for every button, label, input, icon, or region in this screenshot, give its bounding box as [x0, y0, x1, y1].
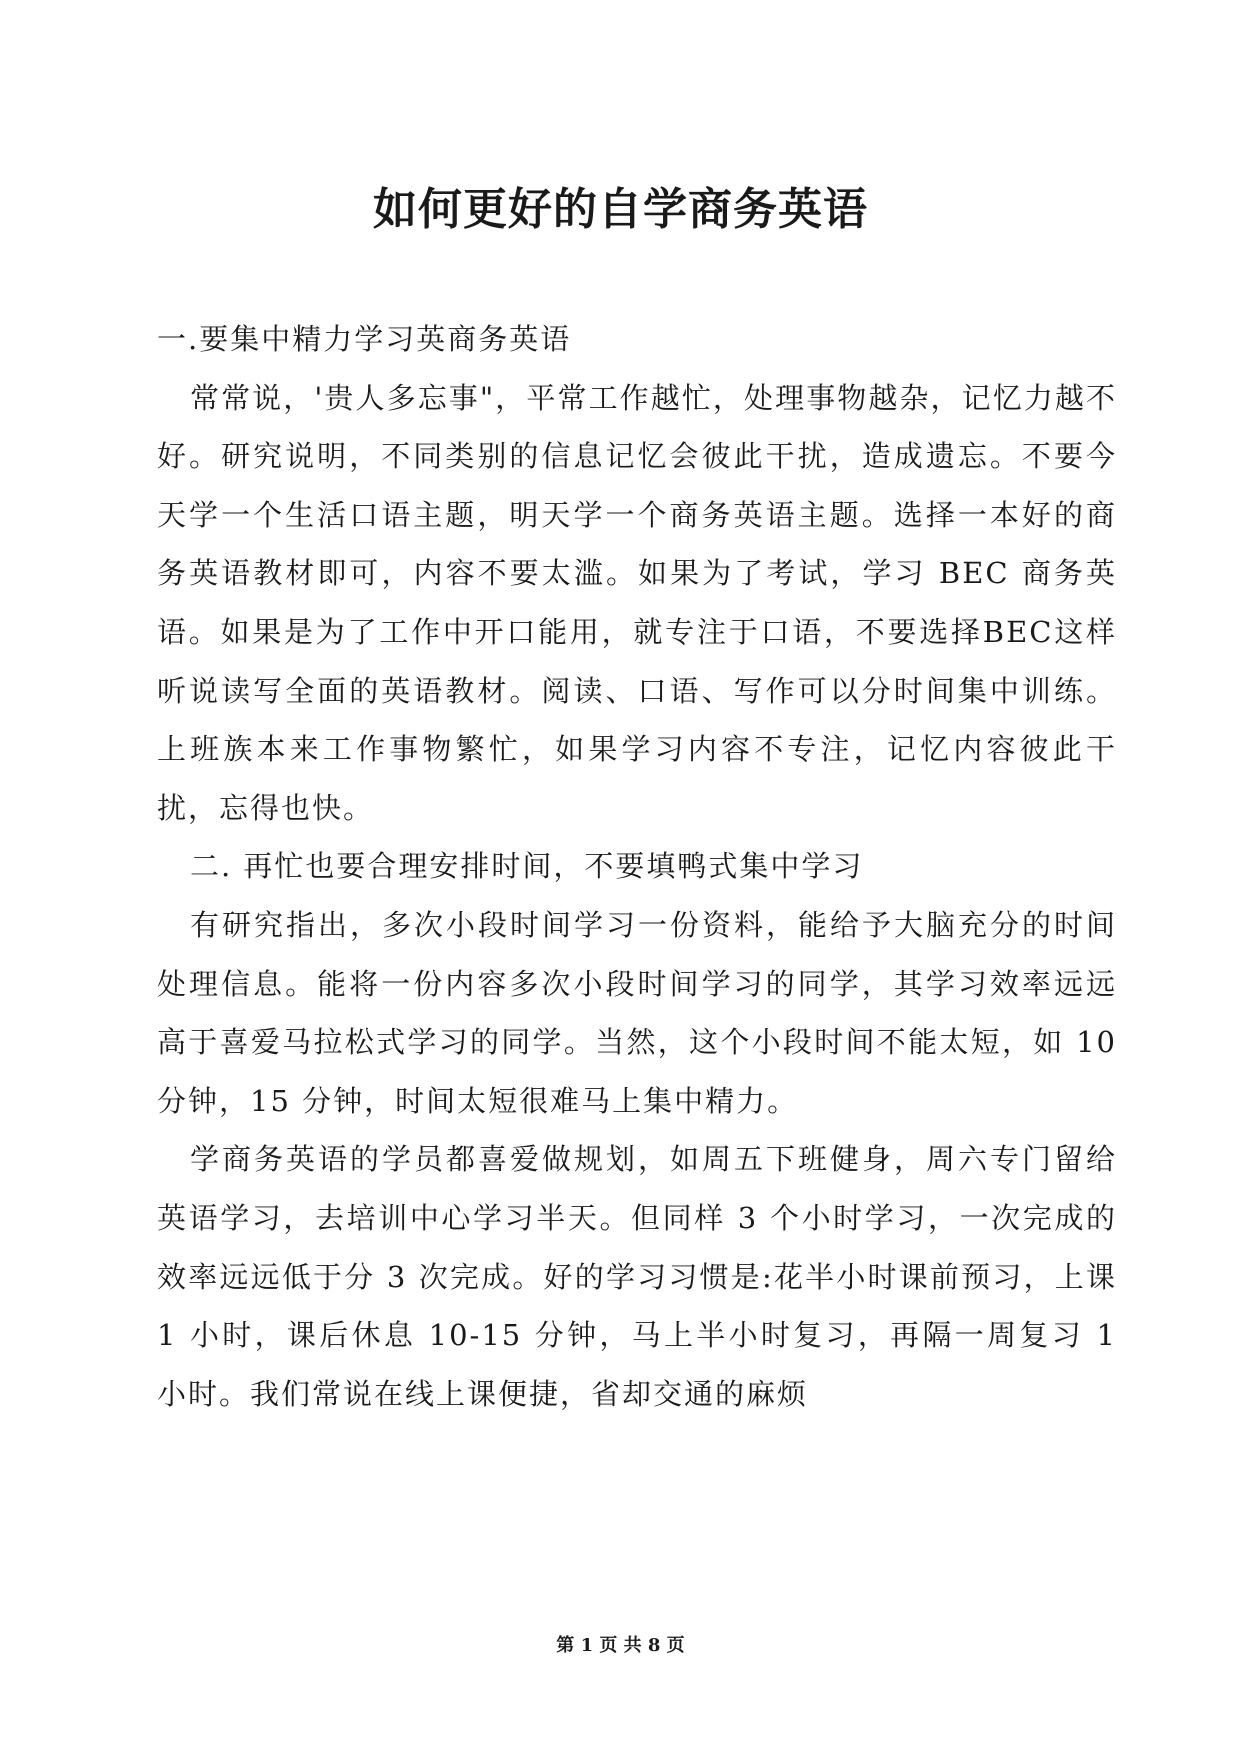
section-heading-2: 二. 再忙也要合理安排时间，不要填鸭式集中学习 [190, 849, 864, 884]
section-heading-1: 一.要集中精力学习英商务英语 [157, 322, 572, 356]
paragraph-1: 常常说，'贵人多忘事"，平常工作越忙，处理事物越杂，记忆力越不好。研究说明，不同类别的信息记忆会彼此干扰，造成遗忘。不要今天学一个生活口语主题，明天学一个商务英语主题。选择一本好的商务英语教材即可，内容不要太滥。如果为了考试，学习 BEC 商务英语。如果是为了工作中开口能用，就专注于口语，不要选择BEC这样听说读写全面的英语教材。阅读、口语、写作可以分时间集中训练。上班族本来工作事物繁忙，如果学习内容不专注，记忆内容彼此干扰，忘得也快。 [157, 380, 1117, 825]
page-footer: 第 1 页 共 8 页 [556, 1635, 685, 1656]
document-body [157, 310, 1117, 1423]
document-title: 如何更好的自学商务英语 [373, 184, 868, 235]
paragraph-3: 学商务英语的学员都喜爱做规划，如周五下班健身，周六专门留给英语学习，去培训中心学习半天。但同样 3 个小时学习，一次完成的效率远远低于分 3 次完成。好的学习习惯是:花半小时课前预习，上课 1 小时，课后休息 10-15 分钟，马上半小时复习，再隔一周复习 1 小时。我们常说在线上课便捷，省却交通的麻烦 [157, 1142, 1117, 1411]
paragraph-2: 有研究指出，多次小段时间学习一份资料，能给予大脑充分的时间处理信息。能将一份内容多次小段时间学习的同学，其学习效率远远高于喜爱马拉松式学习的同学。当然，这个小段时间不能太短，如 10 分钟，15 分钟，时间太短很难马上集中精力。 [157, 907, 1117, 1118]
